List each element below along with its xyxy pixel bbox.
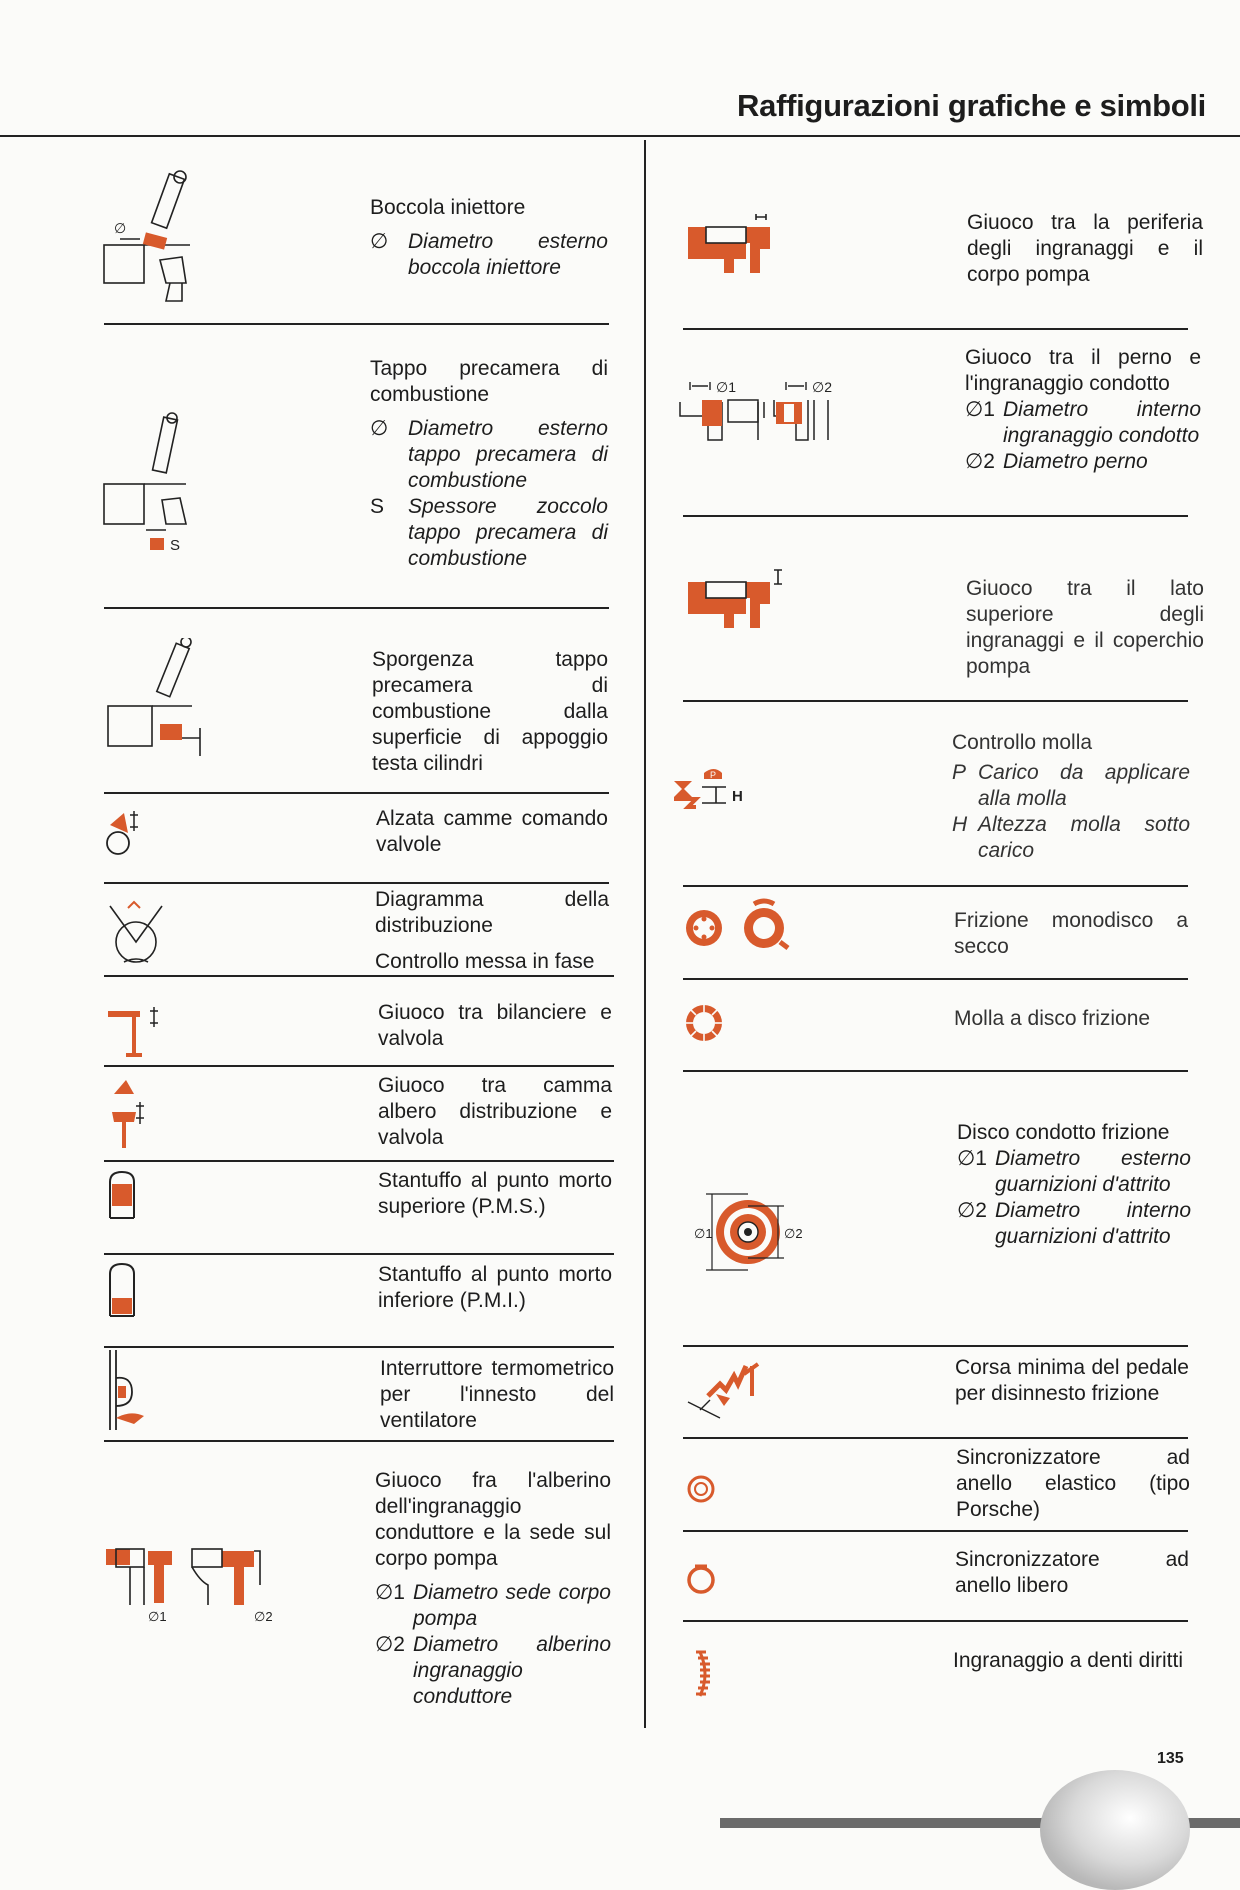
- legend-symbol: ∅1: [965, 398, 995, 421]
- svg-text:∅2: ∅2: [812, 379, 832, 395]
- legend-item: [952, 812, 1190, 864]
- legend-item: [370, 416, 608, 494]
- legend-symbol: ∅2: [375, 1633, 405, 1656]
- rocker-valve-clearance-icon: [104, 1005, 164, 1063]
- entry-title: Controllo molla: [952, 731, 1093, 754]
- separator: [104, 1253, 614, 1255]
- legend-symbol: P: [952, 761, 967, 784]
- separator: [683, 515, 1188, 517]
- entry-thermo-switch: [380, 1356, 614, 1434]
- separator: [104, 975, 614, 977]
- separator: [104, 1440, 614, 1442]
- entry-note: Controllo messa in fase: [375, 950, 595, 973]
- entry-prechamber-plug: [370, 356, 608, 572]
- piston-bdc-icon: [106, 1262, 138, 1320]
- entry-cam-lift: [376, 806, 608, 858]
- entry-piston-bdc: [378, 1262, 612, 1314]
- synchro-elastic-ring-icon: [686, 1474, 716, 1504]
- entry-title: Sincronizzatore ad anello elastico (tipo Porsche): [956, 1446, 1190, 1521]
- entry-pump-shaft: [375, 1468, 611, 1710]
- svg-text:∅1: ∅1: [694, 1226, 713, 1241]
- timing-diagram-icon: [106, 900, 166, 970]
- legend-definition: Diametro esterno boccola iniettore: [408, 230, 608, 279]
- piston-tdc-icon: [106, 1170, 138, 1222]
- legend-item: [965, 449, 1201, 475]
- svg-text:∅2: ∅2: [254, 1609, 273, 1624]
- cam-lift-icon: [104, 805, 144, 857]
- separator: [683, 1620, 1188, 1622]
- separator: [104, 792, 609, 794]
- legend-symbol: ∅: [370, 417, 389, 440]
- legend-definition: Diametro esterno guarnizioni d'attrito: [995, 1147, 1191, 1196]
- clutch-pedal-travel-icon: [686, 1362, 766, 1424]
- legend-definition: Diametro esterno tappo precamera di combustione: [408, 417, 608, 492]
- entry-clutch-pedal: [955, 1355, 1189, 1407]
- entry-title: Ingranaggio a denti diritti: [953, 1649, 1183, 1672]
- legend-item: [370, 229, 608, 281]
- spring-check-icon: [672, 765, 756, 817]
- entry-spring-check: [952, 730, 1190, 864]
- separator: [104, 1160, 614, 1162]
- separator: [104, 323, 609, 325]
- synchro-free-ring-icon: [685, 1562, 717, 1596]
- clutch-driven-disc-icon: [688, 1186, 808, 1278]
- entry-title: Giuoco tra bilanciere e valvola: [378, 1001, 612, 1050]
- entry-title: Sincronizzatore ad anello libero: [955, 1548, 1189, 1597]
- separator: [104, 1065, 614, 1067]
- entry-timing-diagram: [375, 887, 609, 975]
- entry-title: Frizione monodisco a secco: [954, 909, 1188, 958]
- entry-title: Alzata camme comando valvole: [376, 807, 608, 856]
- entry-title: Giuoco tra il perno e l'ingranaggio condotto: [965, 346, 1201, 395]
- legend-definition: Diametro perno: [1003, 450, 1148, 473]
- entry-title: Corsa minima del pedale per disinnesto frizione: [955, 1356, 1189, 1405]
- entry-title: Molla a disco frizione: [954, 1007, 1151, 1030]
- gear-periphery-clearance-icon: [686, 213, 786, 277]
- prechamber-plug-icon: [100, 410, 210, 560]
- svg-text:S: S: [170, 537, 181, 554]
- entry-rocker-valve: [378, 1000, 612, 1052]
- separator: [104, 882, 609, 884]
- entry-title: Stantuffo al punto morto inferiore (P.M.I.): [378, 1263, 612, 1312]
- separator: [683, 1530, 1188, 1532]
- entry-title: Giuoco tra il lato superiore degli ingranaggi e il coperchio pompa: [966, 577, 1204, 678]
- entry-title: Diagramma della distribuzione: [375, 888, 609, 937]
- entry-title: Giuoco tra camma albero distribuzione e valvola: [378, 1074, 612, 1149]
- entry-title: Sporgenza tappo precamera di combustione dalla superficie di appoggio testa cilindri: [372, 648, 608, 775]
- spur-gear-icon: [692, 1650, 712, 1698]
- entry-title: Giuoco fra l'alberino dell'ingranaggio conduttore e la sede sul corpo pompa: [375, 1469, 611, 1570]
- legend-definition: Diametro sede corpo pompa: [413, 1581, 611, 1630]
- legend-symbol: S: [370, 495, 385, 518]
- pump-shaft-clearance-icon: [104, 1545, 282, 1625]
- page-title: Raffigurazioni grafiche e simboli: [737, 88, 1206, 123]
- entry-title: Interruttore termometrico per l'innesto del ventilatore: [380, 1357, 614, 1432]
- legend-symbol: ∅: [370, 230, 389, 253]
- entry-dry-clutch: [954, 908, 1188, 960]
- legend-definition: Diametro interno guarnizioni d'attrito: [995, 1199, 1191, 1248]
- svg-text:∅2: ∅2: [784, 1226, 803, 1241]
- svg-text:H: H: [732, 788, 743, 805]
- column-divider: [644, 140, 646, 1728]
- entry-piston-tdc: [378, 1168, 612, 1220]
- legend-item: [375, 1580, 611, 1632]
- entry-title: Boccola iniettore: [370, 196, 526, 219]
- entry-injector-bushing: [370, 195, 608, 281]
- page-number: 135: [1157, 1750, 1184, 1767]
- entry-prechamber-protrusion: [372, 647, 608, 777]
- legend-definition: Carico da applicare alla molla: [978, 761, 1190, 810]
- separator: [683, 328, 1188, 330]
- clutch-disc-spring-icon: [684, 1003, 724, 1043]
- legend-item: [375, 1632, 611, 1710]
- entry-gear-periphery: [967, 210, 1203, 288]
- separator: [683, 700, 1188, 702]
- entry-synchro-elastic: [956, 1445, 1190, 1523]
- entry-pin-gear: [965, 345, 1201, 475]
- legend-definition: Spessore zoccolo tappo precamera di combustione: [408, 495, 608, 570]
- svg-text:∅1: ∅1: [716, 379, 736, 395]
- legend-item: [370, 494, 608, 572]
- entry-title: Tappo precamera di combustione: [370, 357, 608, 406]
- separator: [683, 1070, 1188, 1072]
- legend-item: [952, 760, 1190, 812]
- title-rule: [0, 135, 1240, 137]
- separator: [104, 607, 609, 609]
- svg-text:P: P: [710, 770, 717, 780]
- entry-spur-gear: [953, 1648, 1187, 1674]
- gear-cover-clearance-icon: [686, 568, 786, 632]
- svg-text:∅1: ∅1: [148, 1609, 167, 1624]
- legend-item: [957, 1146, 1191, 1198]
- legend-definition: Altezza molla sotto carico: [978, 813, 1190, 862]
- legend-symbol: ∅2: [965, 450, 995, 473]
- separator: [683, 1437, 1188, 1439]
- legend-symbol: ∅1: [957, 1147, 987, 1170]
- injector-bushing-icon: [100, 165, 210, 305]
- entry-clutch-disc-spring: [954, 1006, 1190, 1032]
- entry-synchro-free: [955, 1547, 1189, 1599]
- entry-cam-valve: [378, 1073, 612, 1151]
- legend-symbol: H: [952, 813, 968, 836]
- separator: [683, 885, 1188, 887]
- separator: [104, 1346, 614, 1348]
- legend-definition: Diametro interno ingranaggio condotto: [1003, 398, 1201, 447]
- entry-title: Disco condotto frizione: [957, 1121, 1170, 1144]
- legend-definition: Diametro alberino ingranaggio conduttore: [413, 1633, 611, 1708]
- entry-title: Stantuffo al punto morto superiore (P.M.S.): [378, 1169, 612, 1218]
- entry-clutch-driven-disc: [957, 1120, 1191, 1250]
- dry-clutch-icon: [684, 898, 800, 954]
- entry-gear-cover: [966, 576, 1204, 680]
- separator: [683, 1345, 1188, 1347]
- legend-item: [957, 1198, 1191, 1250]
- thumb-shadow: [1040, 1770, 1190, 1890]
- legend-symbol: ∅1: [375, 1581, 405, 1604]
- prechamber-protrusion-icon: [100, 638, 210, 758]
- entry-title: Giuoco tra la periferia degli ingranaggi e il corpo pompa: [967, 211, 1203, 286]
- separator: [683, 978, 1188, 980]
- legend-symbol: ∅2: [957, 1199, 987, 1222]
- legend-item: [965, 397, 1201, 449]
- thermo-switch-icon: [104, 1348, 154, 1434]
- svg-text:∅: ∅: [114, 220, 127, 236]
- pin-gear-clearance-icon: [678, 378, 858, 448]
- cam-valve-clearance-icon: [104, 1078, 160, 1150]
